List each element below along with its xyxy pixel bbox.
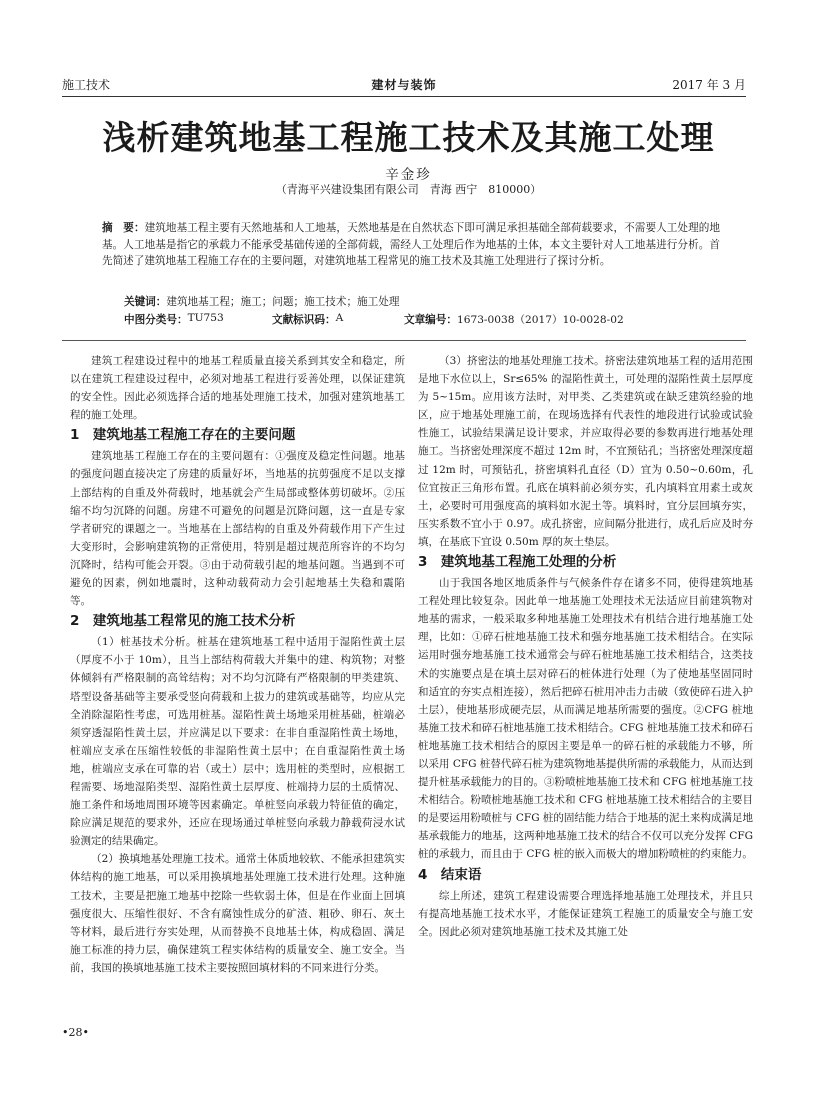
paragraph: （1）桩基技术分析。桩基在建筑地基工程中适用于湿陷性黄土层（厚度不小于 10m），且当上部结构荷载大并集中的建、构筑物；对整体倾斜有严格限制的高耸结构；对不均匀沉降有严格限制的甲类建筑、塔型设备基础等主要承受竖向荷载和上拔力的建筑或基础等，均应从完全消除湿陷性考虑，可选用桩基。湿陷性黄土场地采用桩基础，桩端必须穿透湿陷性黄土层，并应满足以下要求：在非自重湿陷性黄土场地，桩端应支承在压缩性较低的非湿陷性黄土层中；在自重湿陷性黄土场地，桩端应支承在可靠的岩（或土）层中；选用桩的类型时，应根据工程需要、场地湿陷类型、湿陷性黄土层厚度、桩端持力层的土质情况、施工条件和场地周围环境等因素确定。单桩竖向承载力特征值的确定，除应满足规范的要求外，还应在现场通过单桩竖向承载力静载荷浸水试验测定的结果确定。 (70, 636, 405, 848)
keywords-label: 关键词： (124, 296, 167, 308)
page-number: •28• (62, 1026, 89, 1039)
header-date: 2017 年 3 月 (672, 78, 746, 92)
article-title: 浅析建筑地基工程施工技术及其施工处理 (102, 118, 715, 157)
right-column (418, 352, 753, 941)
doc-code (272, 312, 344, 327)
paragraph: 山于我国各地区地质条件与气候条件存在诸多不同，使得建筑地基工程处理比较复杂。因此单一地基施工处理技术无法适应目前建筑物对地基的需求，一般采取多种地基施工处理技术有机结合进行地基施工处理，比如：①碎石桩地基施工技术和强夯地基施工技术相结合。在实际运用时强夯地基施工技术通常会与碎石桩地基施工技术相结合，这类技术的实施要点是在填土层对碎石的桩体进行处理（为了使地基坚固同时和适宜的夯实点相连接），然后把碎石桩用冲击力击破（致使碎石进入护土层），使地基形成硬壳层，从而满足地基所需要的强度。②CFG 桩地基施工技术和碎石桩地基施工技术相结合。CFG 桩地基施工技术和碎石桩地基施工技术相结合的原因主要是单一的碎石桩的承载能力不够，所以采用 CFG 桩替代碎石桩为建筑物地基提供所需的承载能力，从而达到提升桩基承载能力的目的。③粉喷桩地基施工技术和 CFG 桩地基施工技术相结合。粉喷桩地基施工技术和 CFG 桩地基施工技术相结合的主要目的是要运用粉喷桩与 CFG 桩的固结能力结合于地基的泥土来构成满足地基承载能力的地基，这两种地基施工技术的结合不仅可以充分发挥 CFG 桩的承载力，而且由于 CFG 桩的嵌入而极大的增加粉喷桩的约束能力。 (418, 577, 753, 861)
abstract-label: 摘 要： (102, 222, 145, 234)
keywords-text: 建筑地基工程；施工；问题；施工技术；施工处理 (166, 296, 400, 308)
paragraph: （3）挤密法的地基处理施工技术。挤密法建筑地基工程的适用范围是地下水位以上，Sr≤65% 的湿陷性黄土，可处理的湿陷性黄土层厚度为 5~15m。应用该方法时，对甲类、乙类建筑或在缺乏建筑经验的地区，应于地基处理施工前，在现场选择有代表性的地段进行试验或试验性施工，试验结果满足设计要求，并应取得必要的参数再进行地基处理施工。当挤密处理深度不超过 12m 时，不宜预钻孔；当挤密处理深度超过 12m 时，可预钻孔，挤密填料孔直径（D）宜为 0.50~0.60m，孔位宜按正三角形布置。孔底在填料前必须夯实，孔内填料宜用素土或灰土，必要时可用强度高的填料如水泥土等。填料时，宜分层回填夯实，压实系数不宜小于 0.97。成孔挤密，应间隔分批进行，成孔后应及时夯填，在基底下宜设 0.50m 厚的灰土垫层。 (418, 355, 753, 548)
section-divider (62, 340, 746, 341)
article-id-label: 文章编号： (404, 314, 457, 326)
header-journal: 建材与装饰 (371, 78, 437, 92)
keywords (124, 294, 399, 309)
section-heading-1: 1 建筑地基工程施工存在的主要问题 (70, 427, 296, 444)
header-section: 施工技术 (62, 78, 111, 92)
clc (124, 312, 224, 327)
clc-value: TU753 (187, 312, 224, 324)
left-column (70, 352, 405, 977)
paragraph: （2）换填地基处理施工技术。通常土体质地较软、不能承担建筑实体结构的施工地基，可以采用换填地基处理施工技术进行处理。这种施工技术，主要是把施工地基中挖除一些软弱土体，但是在作业面上回填强度很大、压缩性很好、不含有腐蚀性成分的矿渣、粗砂、卵石、灰土等材料，最后进行夯实处理，从而替换不良地基土体，构成稳固、满足施工标准的持力层，确保建筑工程实体结构的质量安全、施工安全。当前，我国的换填地基施工技术主要按照回填材料的不同来进行分类。 (70, 853, 405, 974)
header-rule (62, 96, 746, 97)
section-heading-2: 2 建筑地基工程常见的施工技术分析 (70, 613, 296, 630)
intro-paragraph: 建筑工程建设过程中的地基工程质量直接关系到其安全和稳定，所以在建筑工程建设过程中，必须对地基工程进行妥善处理，以保证建筑的安全性。因此必须选择合适的地基处理施工技术，加强对建筑地基工程的施工处理。 (70, 355, 405, 422)
article-id (404, 312, 624, 327)
paragraph: 综上所述，建筑工程建设需要合理选择地基施工处理技术，并且只有提高地基施工技术水平，才能保证建筑工程施工的质量安全与施工安全。因此必须对建筑地基施工技术及其施工处 (418, 889, 753, 938)
article-id-value: 1673-0038（2017）10-0028-02 (456, 314, 624, 326)
section-heading-4: 4 结束语 (418, 866, 482, 883)
abstract-text: 建筑地基工程主要有天然地基和人工地基，天然地基是在自然状态下即可满足承担基础全部荷载要求，不需要人工处理的地基。人工地基是指它的承载力不能承受基础传递的全部荷载，需经人工处理后作为地基的土体，本文主要针对人工地基进行分析。首先简述了建筑地基工程施工存在的主要问题，对建筑地基工程常见的施工技术及其施工处理进行了探讨分析。 (102, 222, 720, 267)
article-meta (124, 312, 724, 328)
section-heading-3: 3 建筑地基工程施工处理的分析 (418, 554, 617, 571)
doc-code-label: 文献标识码： (272, 314, 336, 326)
clc-label: 中图分类号： (124, 314, 188, 326)
author: 辛金珍 (385, 167, 432, 183)
affiliation: （青海平兴建设集团有限公司 青海 西宁 810000） (275, 183, 542, 196)
running-header (62, 76, 746, 94)
doc-code-value: A (335, 312, 344, 324)
abstract (102, 220, 720, 270)
paragraph: 建筑地基工程施工存在的主要问题有：①强度及稳定性问题。地基的强度问题直接决定了房建的质量好坏，当地基的抗剪强度不足以支撑上部结构的自重及外荷载时，地基就会产生局部或整体剪切破坏。②压缩不均匀沉降的问题。房建不可避免的问题是沉降问题，这一直是专家学者研究的课题之一。当地基在上部结构的自重及外荷载作用下产生过大变形时，会影响建筑物的正常使用，特别是超过规范所容许的不均匀沉降时，结构可能会开裂。③由于动荷载引起的地基问题。当遇到不可避免的因素，例如地震时，这种动载荷动力会引起地基土失稳和震陷等。 (70, 450, 405, 608)
